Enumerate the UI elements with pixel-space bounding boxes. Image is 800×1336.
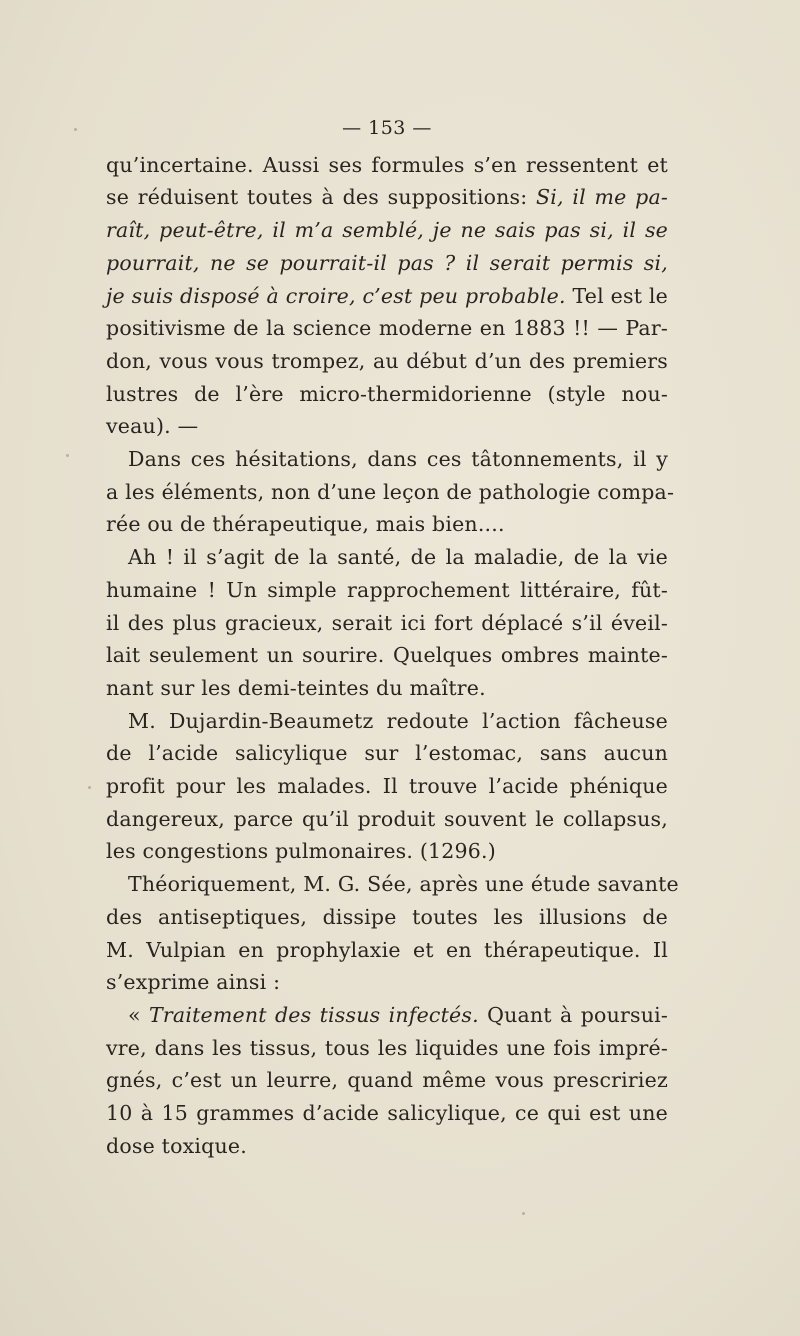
text-segment: lustres de l’ère micro-thermidorienne (style nou- bbox=[106, 381, 668, 406]
text-line bbox=[106, 770, 668, 803]
text-segment: « bbox=[128, 1002, 150, 1027]
paper-speck bbox=[522, 1212, 525, 1215]
text-segment: de l’acide salicylique sur l’estomac, sans aucun bbox=[106, 741, 668, 766]
text-segment: veau). — bbox=[106, 414, 199, 439]
text-line bbox=[106, 737, 668, 770]
text-segment: se réduisent toutes à des suppositions: bbox=[106, 185, 537, 210]
text-segment: M. Dujardin-Beaumetz redoute l’action fâcheuse bbox=[128, 708, 668, 733]
text-segment: rée ou de thérapeutique, mais bien.... bbox=[106, 512, 505, 537]
text-segment: gnés, c’est un leurre, quand même vous prescririez bbox=[106, 1068, 668, 1093]
text-line bbox=[106, 312, 668, 345]
text-segment: profit pour les malades. Il trouve l’acide phénique bbox=[106, 774, 668, 799]
text-segment: positivisme de la science moderne en 1883 !! — Par- bbox=[106, 316, 668, 341]
text-segment: don, vous vous trompez, au début d’un des premiers bbox=[106, 348, 668, 373]
text-line bbox=[106, 672, 668, 705]
italic-text: raît, peut-être, il m’a semblé, je ne sais pas si, il se bbox=[106, 218, 668, 243]
text-segment: Dans ces hésitations, dans ces tâtonnements, il y bbox=[128, 447, 668, 472]
paper-speck bbox=[88, 786, 91, 789]
text-line bbox=[106, 999, 668, 1032]
text-line bbox=[106, 705, 668, 738]
text-segment: des antiseptiques, dissipe toutes les illusions de bbox=[106, 904, 668, 929]
text-line bbox=[106, 835, 668, 868]
text-segment: Tel est le bbox=[565, 283, 668, 308]
book-page bbox=[106, 110, 679, 1163]
text-segment: dangereux, parce qu’il produit souvent le collapsus, bbox=[106, 806, 668, 831]
text-line bbox=[106, 149, 668, 182]
text-line bbox=[106, 345, 668, 378]
text-line bbox=[106, 541, 668, 574]
italic-text: pourrait, ne se pourrait-il pas ? il serait permis si, bbox=[106, 250, 668, 275]
text-segment: humaine ! Un simple rapprochement littéraire, fût- bbox=[106, 577, 668, 602]
text-line bbox=[106, 508, 668, 541]
text-line bbox=[106, 1032, 668, 1065]
text-line bbox=[106, 181, 668, 214]
text-line bbox=[106, 476, 675, 509]
text-line bbox=[106, 868, 679, 901]
text-line bbox=[106, 214, 668, 247]
text-line bbox=[106, 901, 668, 934]
text-segment: Ah ! il s’agit de la santé, de la maladie, de la vie bbox=[128, 545, 668, 570]
text-segment: Quant à poursui- bbox=[478, 1002, 668, 1027]
text-segment: lait seulement un sourire. Quelques ombres mainte- bbox=[106, 643, 668, 668]
body-text bbox=[106, 149, 679, 1163]
text-segment: les congestions pulmonaires. (1296.) bbox=[106, 839, 496, 864]
italic-text: Si, il me pa- bbox=[536, 185, 668, 210]
text-line bbox=[106, 574, 668, 607]
text-segment: vre, dans les tissus, tous les liquides une fois impré- bbox=[106, 1035, 668, 1060]
paper-speck bbox=[74, 128, 77, 131]
text-line bbox=[106, 1097, 668, 1130]
text-segment: M. Vulpian en prophylaxie et en thérapeutique. Il bbox=[106, 937, 668, 962]
text-segment: dose toxique. bbox=[106, 1133, 247, 1158]
text-line bbox=[106, 1130, 668, 1163]
text-line bbox=[106, 410, 668, 443]
text-segment: il des plus gracieux, serait ici fort déplacé s’il éveil- bbox=[106, 610, 668, 635]
text-line bbox=[106, 443, 668, 476]
text-segment: a les éléments, non d’une leçon de pathologie compa- bbox=[106, 479, 675, 504]
text-line bbox=[106, 803, 668, 836]
text-line bbox=[106, 247, 668, 280]
text-segment: qu’incertaine. Aussi ses formules s’en ressentent et bbox=[106, 152, 668, 177]
text-line bbox=[106, 1064, 668, 1097]
text-segment: Théoriquement, M. G. Sée, après une étude savante bbox=[128, 872, 679, 897]
text-line bbox=[106, 378, 668, 411]
text-line bbox=[106, 966, 668, 999]
text-line bbox=[106, 639, 668, 672]
italic-text: Traitement des tissus infectés. bbox=[149, 1002, 479, 1027]
paper-speck bbox=[66, 454, 69, 457]
text-segment: s’exprime ainsi : bbox=[106, 970, 281, 995]
text-line bbox=[106, 934, 668, 967]
text-segment: 10 à 15 grammes d’acide salicylique, ce qui est une bbox=[106, 1101, 668, 1126]
page-number: — 153 — bbox=[342, 117, 432, 139]
text-line bbox=[106, 280, 668, 313]
text-line bbox=[106, 607, 668, 640]
italic-text: je suis disposé à croire, c’est peu probable. bbox=[106, 283, 566, 308]
text-segment: nant sur les demi-teintes du maître. bbox=[106, 675, 486, 700]
